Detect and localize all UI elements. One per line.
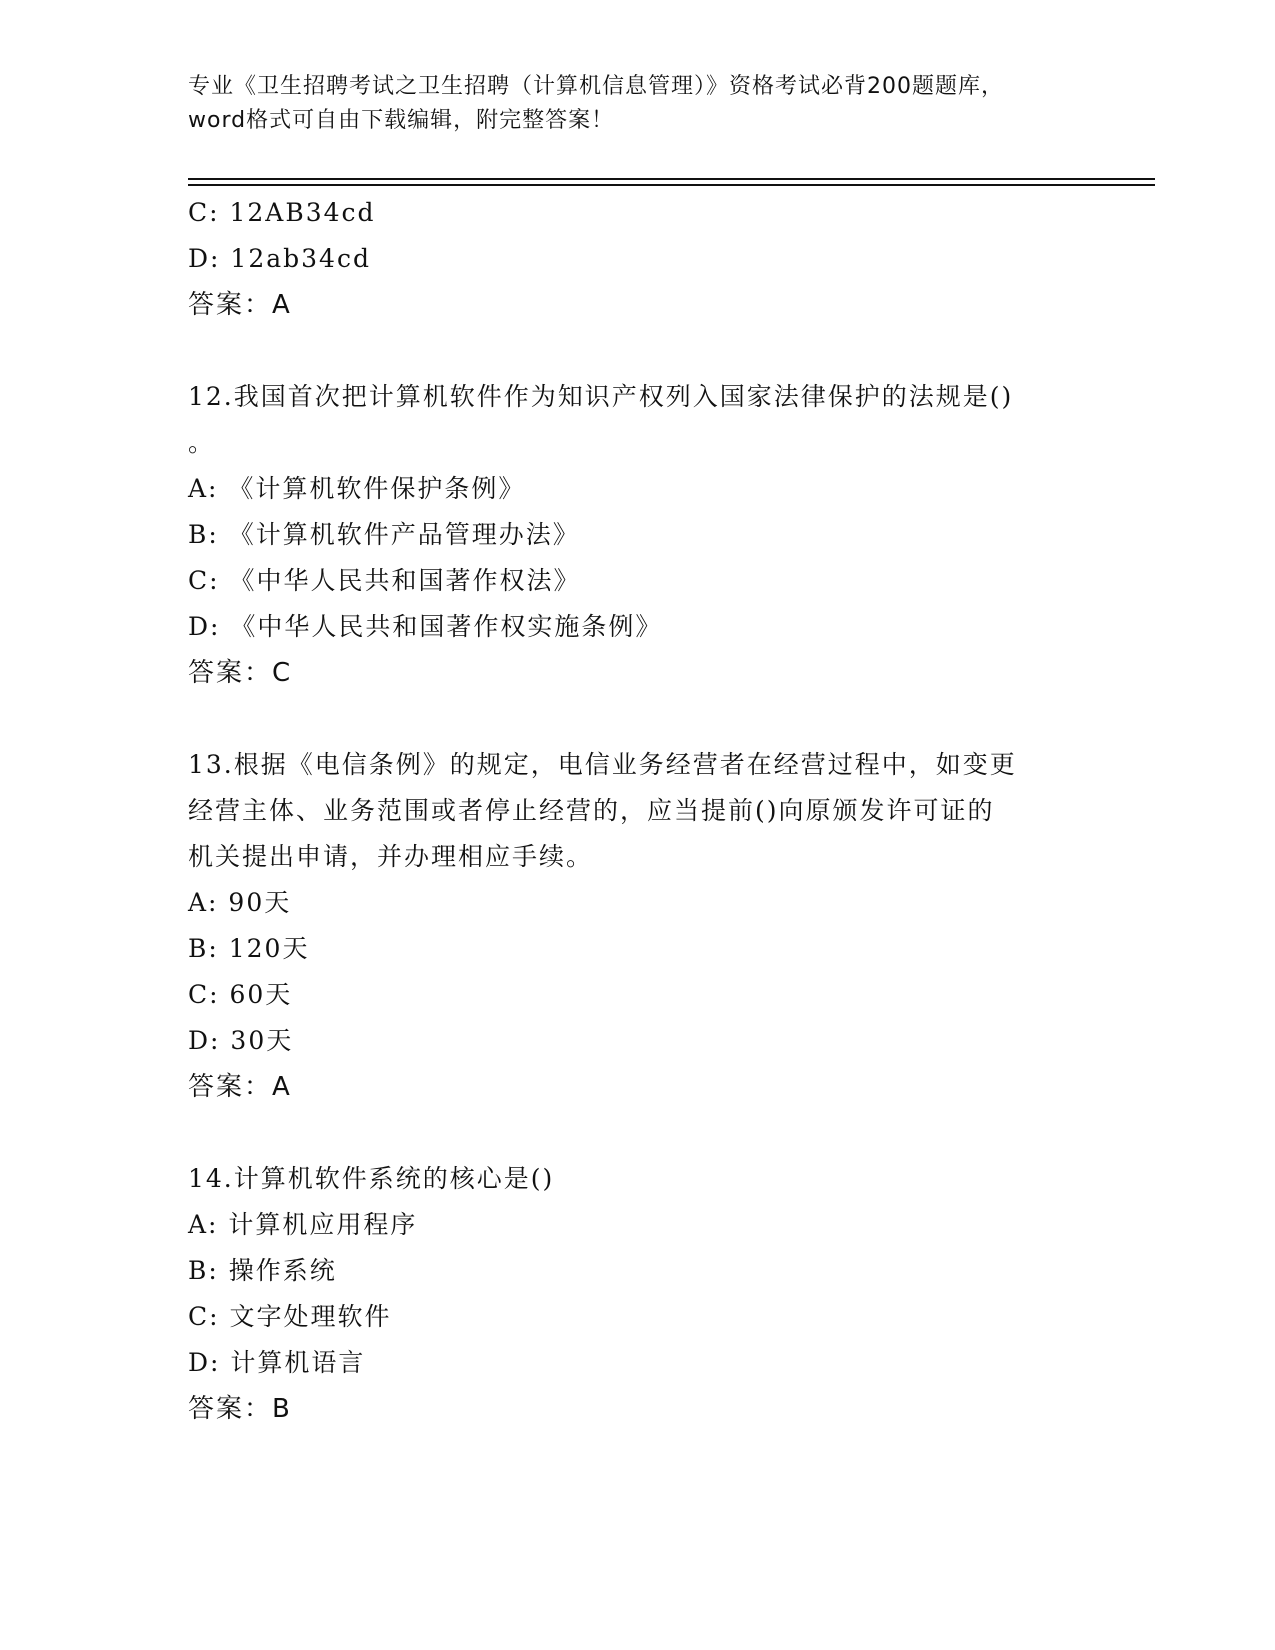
- answer-line: 答案：A: [188, 1072, 292, 1102]
- option-a: A: 《计算机软件保护条例》: [188, 474, 526, 503]
- option-a: A: 90天: [188, 888, 292, 917]
- option-a: A: 计算机应用程序: [188, 1210, 418, 1239]
- option-d: D: 12ab34cd: [188, 244, 371, 273]
- header-divider-bottom: [188, 184, 1155, 186]
- header-title-line-2: word格式可自由下载编辑，附完整答案！: [188, 108, 615, 133]
- question-spacer: [188, 328, 1088, 374]
- option-d: D: 《中华人民共和国著作权实施条例》: [188, 612, 663, 641]
- option-b: B: 《计算机软件产品管理办法》: [188, 520, 580, 549]
- question-stem-line: 13.根据《电信条例》的规定，电信业务经营者在经营过程中，如变更: [188, 750, 1017, 779]
- document-header: [188, 70, 1108, 138]
- question-stem-line: 。: [188, 428, 216, 457]
- option-b: B: 操作系统: [188, 1256, 337, 1285]
- option-d: D: 计算机语言: [188, 1348, 366, 1377]
- header-title-line-1: 专业《卫生招聘考试之卫生招聘（计算机信息管理）》资格考试必背200题题库，: [188, 74, 1004, 99]
- option-c: C: 文字处理软件: [188, 1302, 392, 1331]
- question-13: [188, 742, 1088, 1110]
- question-14: [188, 1156, 1088, 1432]
- option-c: C: 12AB34cd: [188, 198, 376, 227]
- answer-line: 答案：A: [188, 290, 292, 320]
- question-stem-line: 14.计算机软件系统的核心是(): [188, 1164, 555, 1193]
- option-c: C: 《中华人民共和国著作权法》: [188, 566, 581, 595]
- answer-line: 答案：C: [188, 658, 293, 688]
- question-stem-line: 12.我国首次把计算机软件作为知识产权列入国家法律保护的法规是(): [188, 382, 1014, 411]
- question-list: [188, 190, 1088, 1432]
- header-divider-top: [188, 178, 1155, 180]
- question-12: [188, 374, 1088, 696]
- option-d: D: 30天: [188, 1026, 294, 1055]
- question-stem-line: 机关提出申请，并办理相应手续。: [188, 842, 594, 871]
- question-spacer: [188, 696, 1088, 742]
- answer-line: 答案：B: [188, 1394, 292, 1424]
- question-spacer: [188, 1110, 1088, 1156]
- option-c: C: 60天: [188, 980, 293, 1009]
- question-11: [188, 190, 1088, 328]
- option-b: B: 120天: [188, 934, 310, 963]
- question-stem-line: 经营主体、业务范围或者停止经营的，应当提前()向原颁发许可证的: [188, 796, 995, 825]
